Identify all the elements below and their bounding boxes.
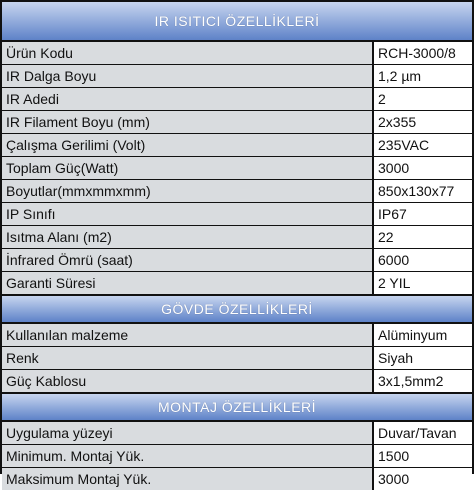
spec-label: Uygulama yüzeyi	[2, 422, 374, 444]
section-mounting-rows	[2, 422, 472, 490]
spec-row	[2, 272, 472, 294]
section-header-ir-heater: IR ISITICI ÖZELLİKLERİ	[2, 2, 472, 42]
spec-value: 850x130x77	[374, 180, 472, 202]
spec-label: Maksimum Montaj Yük.	[2, 468, 374, 490]
spec-label: Güç Kablosu	[2, 370, 374, 392]
spec-label: Ürün Kodu	[2, 42, 374, 64]
spec-value: 2	[374, 88, 472, 110]
spec-label: Toplam Güç(Watt)	[2, 157, 374, 179]
section-ir-heater-rows	[2, 42, 472, 294]
spec-value: Siyah	[374, 347, 472, 369]
spec-value: Duvar/Tavan	[374, 422, 472, 444]
spec-value: 3000	[374, 468, 472, 490]
section-body-rows	[2, 324, 472, 392]
spec-value: 1,2 µm	[374, 65, 472, 87]
spec-value: IP67	[374, 203, 472, 225]
spec-label: IP Sınıfı	[2, 203, 374, 225]
spec-row	[2, 324, 472, 347]
spec-label: Boyutlar(mmxmmxmm)	[2, 180, 374, 202]
spec-label: Garanti Süresi	[2, 272, 374, 294]
spec-value: Alüminyum	[374, 324, 472, 346]
spec-row	[2, 88, 472, 111]
spec-row	[2, 226, 472, 249]
spec-label: Çalışma Gerilimi (Volt)	[2, 134, 374, 156]
spec-row	[2, 42, 472, 65]
spec-value: RCH-3000/8	[374, 42, 472, 64]
spec-label: Kullanılan malzeme	[2, 324, 374, 346]
spec-row	[2, 249, 472, 272]
spec-row	[2, 445, 472, 468]
spec-label: Renk	[2, 347, 374, 369]
spec-value: 6000	[374, 249, 472, 271]
spec-row	[2, 180, 472, 203]
spec-value: 22	[374, 226, 472, 248]
spec-value: 3x1,5mm2	[374, 370, 472, 392]
spec-row	[2, 422, 472, 445]
spec-row	[2, 203, 472, 226]
spec-row	[2, 468, 472, 490]
section-header-body: GÖVDE ÖZELLİKLERİ	[2, 294, 472, 324]
spec-value: 1500	[374, 445, 472, 467]
spec-value: 3000	[374, 157, 472, 179]
spec-label: İnfrared Ömrü (saat)	[2, 249, 374, 271]
spec-label: Isıtma Alanı (m2)	[2, 226, 374, 248]
spec-row	[2, 111, 472, 134]
spec-label: IR Adedi	[2, 88, 374, 110]
spec-row	[2, 370, 472, 392]
spec-value: 2 YIL	[374, 272, 472, 294]
spec-row	[2, 347, 472, 370]
spec-row	[2, 65, 472, 88]
spec-label: IR Filament Boyu (mm)	[2, 111, 374, 133]
spec-label: IR Dalga Boyu	[2, 65, 374, 87]
spec-label: Minimum. Montaj Yük.	[2, 445, 374, 467]
section-header-mounting: MONTAJ ÖZELLİKLERİ	[2, 392, 472, 422]
spec-row	[2, 157, 472, 180]
spec-row	[2, 134, 472, 157]
spec-value: 235VAC	[374, 134, 472, 156]
spec-value: 2x355	[374, 111, 472, 133]
